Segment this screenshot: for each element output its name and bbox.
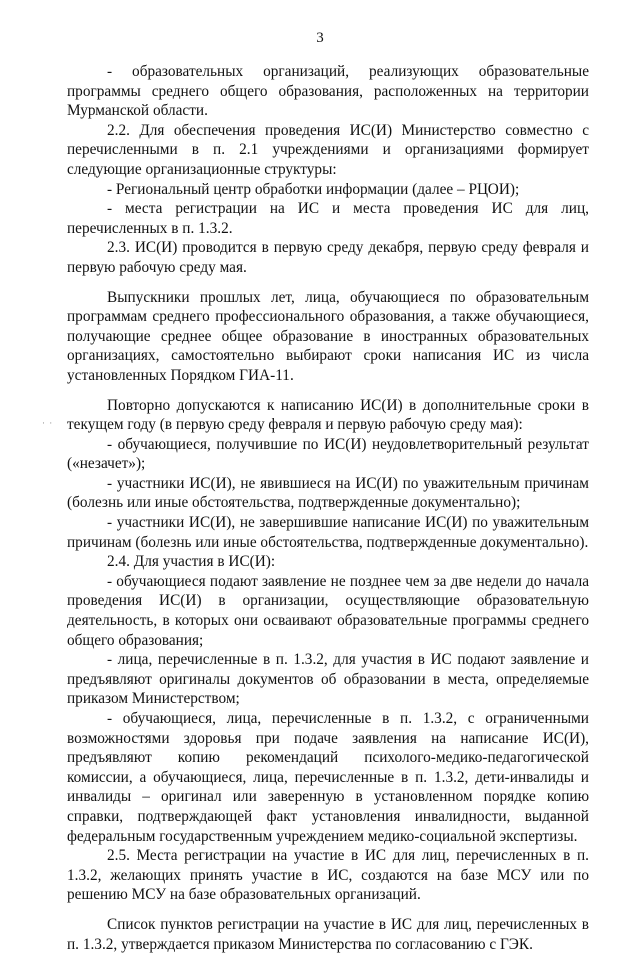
margin-mark: · · <box>42 418 54 428</box>
paragraph-graduates: Выпускники прошлых лет, лица, обучающиеся по образовательным программам среднего профессионального образования, а также обучающиеся, получающие среднее общее образование в иностранных образовательных организациях, самостоятельно выбирают сроки написания ИС из числа установленных Порядком ГИА-11. <box>67 288 589 384</box>
paragraph-repeat-admission: Повторно допускаются к написанию ИС(И) в дополнительные сроки в текущем году (в первую среду февраля и первую рабочую среду мая): <box>67 396 589 434</box>
document-body <box>67 62 589 954</box>
paragraph-unsatisfactory-item: - обучающиеся, получившие по ИС(И) неудовлетворительный результат («незачет»); <box>67 435 589 473</box>
paragraph-2-4: 2.4. Для участия в ИС(И): <box>107 553 276 571</box>
paragraph-registration-list: Список пунктов регистрации на участие в ИС для лиц, перечисленных в п. 1.3.2, утверждается приказом Министерства по согласованию с ГЭК. <box>67 915 589 953</box>
paragraph-unfinished-item: - участники ИС(И), не завершившие написание ИС(И) по уважительным причинам (болезнь или иные обстоятельства, подтвержденные документально). <box>67 514 589 551</box>
paragraph-2-2: 2.2. Для обеспечения проведения ИС(И) Министерство совместно с перечисленными в п. 2.1 учреждениями и организациями формирует следующие организационные структуры: <box>67 121 589 178</box>
paragraph-rcoi-item: - Региональный центр обработки информации (далее – РЦОИ); <box>107 180 520 198</box>
paragraph-disabilities-item: - обучающиеся, лица, перечисленные в п. 1.3.2, с ограниченными возможностями здоровья при подаче заявления на написание ИС(И), предъявляют копию рекомендаций психолого-медико-педагогической комиссии, а обучающиеся, лица, перечисленные в п. 1.3.2, дети-инвалиды и инвалиды – оригинал или заверенную в установленном порядке копию справки, подтверждающей факт установления инвалидности, выданной федеральным государственным учреждением медико-социальной экспертизы. <box>67 710 589 845</box>
page-number: 3 <box>316 30 324 46</box>
paragraph-students-application-item: - обучающиеся подают заявление не позднее чем за две недели до начала проведения ИС(И) в организации, осуществляющие образовательную деятельность, в которых они осваивают образовательные программы среднего общего образования; <box>67 572 589 649</box>
paragraph-persons-application-item: - лица, перечисленные в п. 1.3.2, для участия в ИС подают заявление и предъявляют оригиналы документов об образовании в места, определяемые приказом Министерством; <box>67 651 589 708</box>
paragraph-organizations-item: - образовательных организаций, реализующих образовательные программы среднего общего образования, расположенных на территории Мурманской области. <box>67 63 589 120</box>
paragraph-absent-item: - участники ИС(И), не явившиеся на ИС(И) по уважительным причинам (болезнь или иные обстоятельства, подтвержденные документально); <box>67 474 589 512</box>
paragraph-2-5: 2.5. Места регистрации на участие в ИС для лиц, перечисленных в п. 1.3.2, желающих принять участие в ИС, создаются на базе МСУ или по решению МСУ на базе образовательных организаций. <box>67 847 589 904</box>
paragraph-registration-places-item: - места регистрации на ИС и места проведения ИС для лиц, перечисленных в п. 1.3.2. <box>67 200 589 237</box>
paragraph-2-3: 2.3. ИС(И) проводится в первую среду декабря, первую среду февраля и первую рабочую среду мая. <box>67 239 589 276</box>
